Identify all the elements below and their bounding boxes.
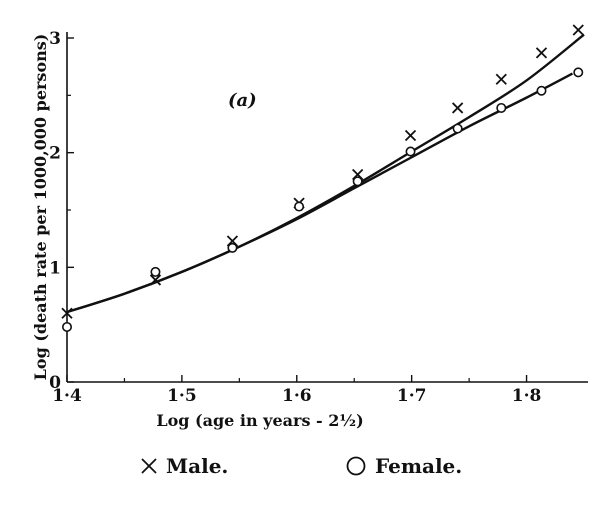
- x-tick-label: 1·8: [511, 386, 542, 406]
- x-tick-label: 1·4: [52, 386, 82, 406]
- female-data-point: [151, 268, 159, 276]
- male-fit-curve: [67, 35, 584, 312]
- x-tick-label: 1·6: [281, 386, 312, 406]
- female-data-point: [574, 68, 582, 76]
- x-tick-label: 1·7: [396, 386, 427, 406]
- female-data-point: [353, 177, 361, 185]
- male-data-point: [453, 103, 463, 113]
- x-axis-title: Log (age in years - 2½): [156, 411, 364, 430]
- female-data-point: [63, 323, 71, 331]
- legend: [142, 454, 462, 478]
- legend-female-label: Female.: [375, 454, 463, 478]
- y-tick-label: 0: [49, 373, 61, 393]
- y-axis-title: Log (death rate per 1000,000 persons): [31, 33, 50, 381]
- legend-male-marker: [142, 459, 156, 473]
- male-data-point: [536, 48, 546, 58]
- legend-male-label: Male.: [166, 454, 229, 478]
- y-tick-label: 2: [49, 143, 61, 164]
- legend-female-marker: [348, 458, 365, 475]
- x-tick-label: 1·5: [167, 386, 197, 406]
- female-data-point: [497, 104, 505, 112]
- female-data-point: [537, 87, 545, 95]
- y-tick-label: 3: [49, 29, 61, 49]
- male-data-point: [573, 25, 583, 35]
- y-tick-label: 1: [49, 258, 61, 279]
- female-data-point: [453, 124, 461, 132]
- female-data-point: [295, 202, 303, 210]
- female-data-point: [406, 147, 414, 155]
- female-data-point: [228, 244, 236, 252]
- panel-label: (a): [228, 90, 257, 111]
- male-data-point: [496, 74, 506, 84]
- male-data-point: [406, 130, 416, 140]
